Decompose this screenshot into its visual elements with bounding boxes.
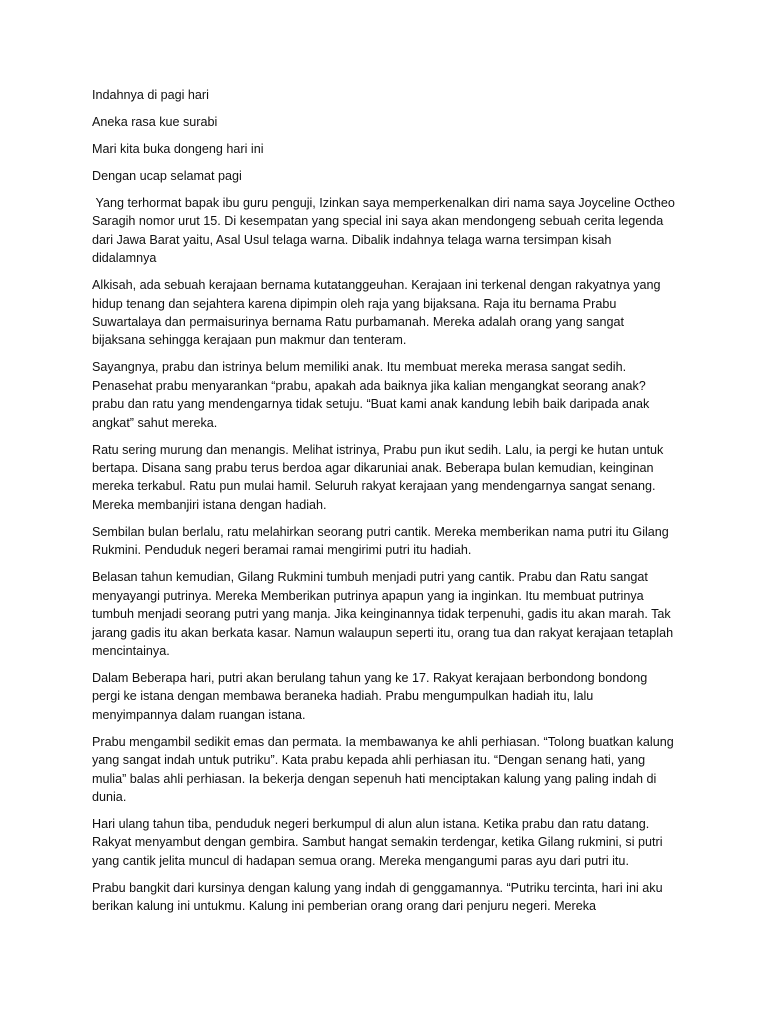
intro-line-2: Aneka rasa kue surabi bbox=[92, 115, 218, 129]
paragraph-birthday-gifts: Dalam Beberapa hari, putri akan berulang tahun yang ke 17. Rakyat kerajaan berbondong bondong pergi ke istana dengan membawa beraneka hadiah. Prabu mengumpulkan hadiah itu, lalu menyimpannya dalam ruangan istana. bbox=[92, 670, 648, 722]
paragraph-celebration: Hari ulang tahun tiba, penduduk negeri berkumpul di alun alun istana. Ketika prabu dan ratu datang. Rakyat menyambut dengan gembira. Sambut hangat semakin terdengar, ketika Gilang rukmini, si putri yang cantik jelita muncul di hadapan semua orang. Mereka mengangumi paras ayu dari putri itu. bbox=[92, 816, 663, 868]
paragraph-spoiled-princess: Belasan tahun kemudian, Gilang Rukmini tumbuh menjadi putri yang cantik. Prabu dan Ratu sangat menyayangi putrinya. Mereka Memberikan putrinya apapun yang ia inginkan. Itu membuat putrinya tumbuh menjadi seorang putri yang manja. Jika keinginannya tidak terpenuhi, gadis itu akan marah. Tak jarang gadis itu akan berkata kasar. Namun walaupun seperti itu, orang tua dan rakyat kerajaan tetaplah mencintainya. bbox=[92, 570, 674, 658]
paragraph-birth: Sembilan bulan berlalu, ratu melahirkan seorang putri cantik. Mereka memberikan nama putri itu Gilang Rukmini. Penduduk negeri beramai ramai mengirimi putri itu hadiah. bbox=[92, 524, 669, 558]
paragraph-kingdom: Alkisah, ada sebuah kerajaan bernama kutatanggeuhan. Kerajaan ini terkenal dengan rakyatnya yang hidup tenang dan sejahtera karena dipimpin oleh raja yang bijaksana. Raja itu bernama Prabu Suwartalaya dan permaisurinya bernama Ratu purbamanah. Mereka adalah orang yang sangat bijaksana sehingga kerajaan pun makmur dan tenteram. bbox=[92, 278, 661, 348]
paragraph-gift-giving: Prabu bangkit dari kursinya dengan kalung yang indah di genggamannya. “Putriku tercinta, hari ini aku berikan kalung ini untukmu. Kalung ini pemberian orang orang dari penjuru negeri. Mereka bbox=[92, 880, 663, 914]
intro-line-4: Dengan ucap selamat pagi bbox=[92, 169, 242, 183]
intro-line-1: Indahnya di pagi hari bbox=[92, 88, 209, 102]
paragraph-introduction: Yang terhormat bapak ibu guru penguji, Izinkan saya memperkenalkan diri nama saya Joyceline Octheo Saragih nomor urut 15. Di kesempatan yang special ini saya akan mendongeng sebuah cerita legenda dari Jawa Barat yaitu, Asal Usul telaga warna. Dibalik indahnya telaga warna tersimpan kisah didalamnya bbox=[92, 196, 679, 266]
intro-line-3: Mari kita buka dongeng hari ini bbox=[92, 142, 264, 156]
paragraph-no-child: Sayangnya, prabu dan istrinya belum memiliki anak. Itu membuat mereka merasa sangat sedih. Penasehat prabu menyarankan “prabu, apakah ada baiknya jika kalian mengangkat seorang anak? prabu dan ratu yang mendengarnya tidak setuju. “Buat kami anak kandung lebih baik daripada anak angkat” sahut mereka. bbox=[92, 360, 650, 430]
paragraph-queen-sad: Ratu sering murung dan menangis. Melihat istrinya, Prabu pun ikut sedih. Lalu, ia pergi ke hutan untuk bertapa. Disana sang prabu terus berdoa agar dikaruniai anak. Beberapa bulan kemudian, keinginan mereka terkabul. Ratu pun mulai hamil. Seluruh rakyat kerajaan yang mendengarnya sangat senang. Mereka membanjiri istana dengan hadiah. bbox=[92, 442, 664, 512]
paragraph-necklace: Prabu mengambil sedikit emas dan permata. Ia membawanya ke ahli perhiasan. “Tolong buatkan kalung yang sangat indah untuk putriku”. Kata prabu kepada ahli perhiasan itu. “Dengan senang hati, yang mulia” balas ahli perhiasan. Ia bekerja dengan sepenuh hati menciptakan kalung yang paling indah di dunia. bbox=[92, 734, 674, 804]
